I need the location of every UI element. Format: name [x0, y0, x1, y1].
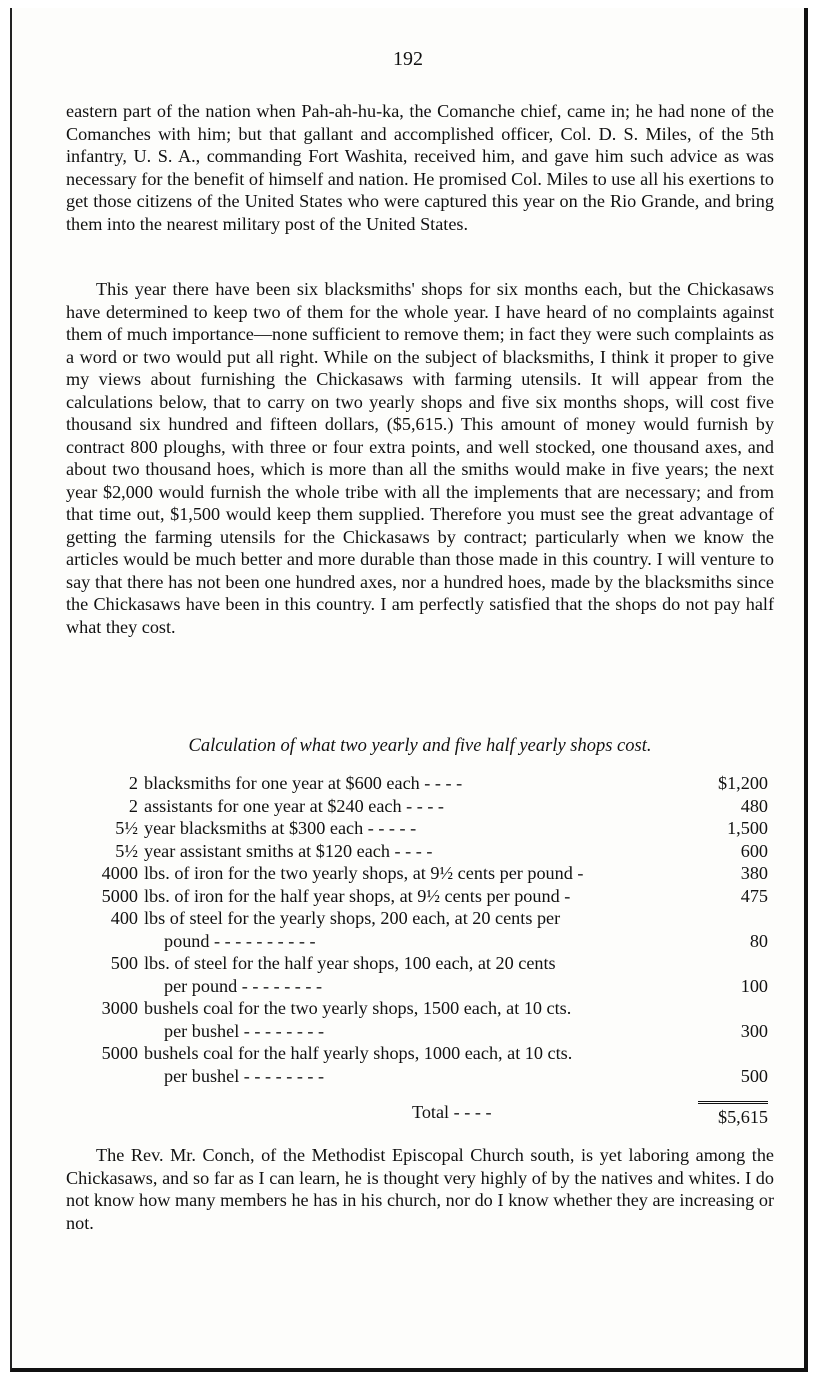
item-description-continued: pound - - - - - - - - - - [164, 930, 316, 951]
table-row [64, 885, 776, 908]
item-amount: 300 [740, 1020, 768, 1041]
item-description: lbs. of steel for the half year shops, 100 each, at 20 cents [144, 953, 556, 973]
item-quantity: 400 [110, 908, 138, 928]
table-row [64, 795, 776, 818]
item-description: lbs of steel for the yearly shops, 200 each, at 20 cents per [144, 908, 561, 928]
item-description-continued: per pound - - - - - - - - [164, 975, 323, 996]
item-amount: 380 [740, 863, 768, 883]
paragraph-2 [66, 278, 774, 638]
table-row-continuation [64, 1020, 776, 1043]
item-description: bushels coal for the two yearly shops, 1500 each, at 10 cts. [144, 998, 572, 1018]
table-row [64, 907, 776, 930]
table-row-continuation [64, 1065, 776, 1088]
table-row [64, 997, 776, 1020]
item-description: bushels coal for the half yearly shops, 1000 each, at 10 cts. [144, 1043, 573, 1063]
table-row-continuation [64, 975, 776, 998]
book-page [10, 8, 808, 1372]
table-row-continuation [64, 930, 776, 953]
table-row [64, 817, 776, 840]
table-row [64, 772, 776, 795]
item-amount: 475 [740, 885, 768, 906]
item-amount: 500 [740, 1065, 768, 1086]
page-number: 192 [393, 48, 423, 70]
item-amount: 600 [740, 840, 768, 861]
item-description: lbs. of iron for the two yearly shops, at 9½ cents per pound - [144, 863, 584, 883]
item-quantity: 5½ [115, 818, 138, 838]
item-quantity: 2 [128, 795, 138, 816]
item-quantity: 4000 [101, 863, 138, 883]
item-quantity: 2 [128, 773, 138, 793]
item-amount: 1,500 [727, 818, 768, 838]
item-quantity: 3000 [101, 998, 138, 1018]
item-description: year assistant smiths at $120 each - - - - [144, 840, 433, 861]
item-amount: 80 [749, 930, 768, 951]
paragraph-3-text: The Rev. Mr. Conch, of the Methodist Episcopal Church south, is yet laboring among the Chickasaws, and so far as I can learn, he is thought very highly of by the natives and whites. I do not know how many members he has in his church, nor do I know whether they are increasing or not. [66, 1145, 774, 1233]
item-amount: 100 [740, 975, 768, 996]
item-amount: $1,200 [717, 773, 768, 793]
item-description-continued: per bushel - - - - - - - - [164, 1020, 325, 1041]
item-description-continued: per bushel - - - - - - - - [164, 1065, 325, 1086]
item-description: lbs. of iron for the half year shops, at 9½ cents per pound - [144, 885, 571, 906]
item-description: year blacksmiths at $300 each - - - - - [144, 818, 417, 838]
paragraph-1 [66, 100, 774, 235]
table-row [64, 1042, 776, 1065]
total-label: Total - - - - [412, 1102, 492, 1122]
table-row [64, 840, 776, 863]
total-row [64, 1101, 776, 1129]
item-quantity: 500 [110, 953, 138, 973]
item-description: blacksmiths for one year at $600 each - - - - [144, 773, 463, 793]
table-row [64, 952, 776, 975]
calculation-title: Calculation of what two yearly and five half yearly shops cost. [188, 736, 652, 756]
item-quantity: 5½ [115, 840, 138, 861]
paragraph-1-text: eastern part of the nation when Pah-ah-hu-ka, the Comanche chief, came in; he had none of the Comanches with him; but that gallant and accomplished officer, Col. D. S. Miles, of the 5th infantry, U. S. A., commanding Fort Washita, received him, and gave him such advice as was necessary for the benefit of himself and nation. He promised Col. Miles to use all his exertions to get those citizens of the United States who were captured this year on the Rio Grande, and bring them into the nearest military post of the United States. [66, 101, 774, 234]
table-row [64, 862, 776, 885]
paragraph-3 [66, 1144, 774, 1234]
calculation-table [64, 772, 776, 1129]
total-amount: $5,615 [698, 1101, 768, 1129]
item-quantity: 5000 [101, 1043, 138, 1063]
item-amount: 480 [740, 795, 768, 816]
paragraph-2-text: This year there have been six blacksmiths' shops for six months each, but the Chickasaws have determined to keep two of them for the whole year. I have heard of no complaints against them of much importance—none sufficient to remove them; in fact they were such complaints as a word or two would put all right. While on the subject of blacksmiths, I think it proper to give my views about furnishing the Chickasaws with farming utensils. It will appear from the calculations below, that to carry on two yearly shops and five six months shops, will cost five thousand six hundred and fifteen dollars, ($5,615.) This amount of money would furnish by contract 800 ploughs, with three or four extra points, and well stocked, one thousand axes, and about two thousand hoes, which is more than all the smiths would make in five years; the next year $2,000 would furnish the whole tribe with all the implements that are necessary; and from that time out, $1,500 would keep them supplied. Therefore you must see the great advantage of getting the farming utensils for the Chickasaws by contract; particularly when we know the articles would be much better and more durable than those made in this country. I will venture to say that there has not been one hundred axes, nor a hundred hoes, made by the blacksmiths since the Chickasaws have been in this country. I am perfectly satisfied that the shops do not pay half what they cost. [66, 279, 774, 637]
item-quantity: 5000 [101, 885, 138, 906]
item-description: assistants for one year at $240 each - - - - [144, 795, 444, 816]
